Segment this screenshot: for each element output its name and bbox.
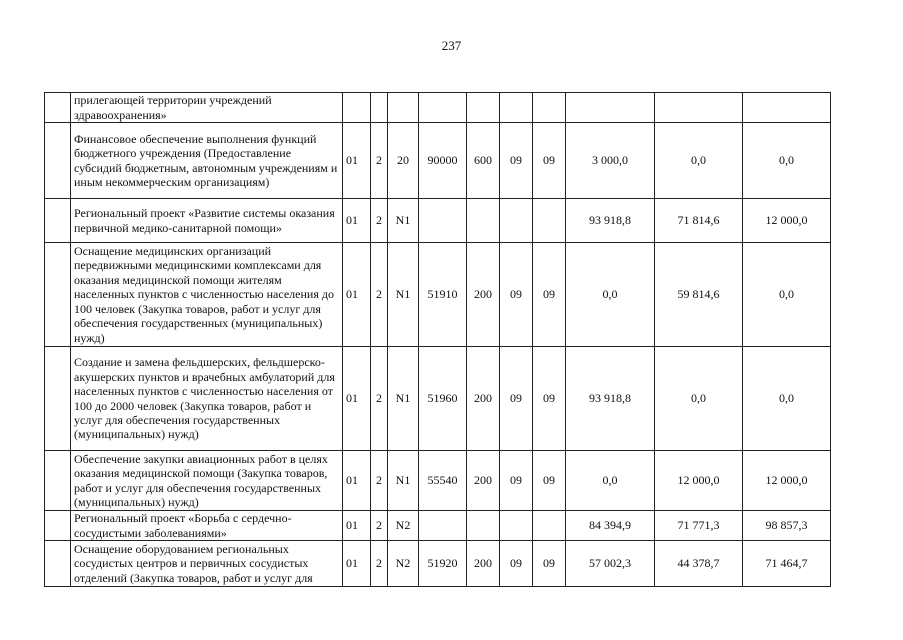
code-subsection-cell: 09 <box>533 541 566 587</box>
amount-year1-cell: 0,0 <box>566 451 655 511</box>
row-number-cell <box>45 541 71 587</box>
code-expense-type-cell: 200 <box>467 541 500 587</box>
amount-year2-cell: 0,0 <box>655 347 743 451</box>
code-expense-type-cell <box>467 199 500 243</box>
code-sub-cell: 2 <box>371 347 388 451</box>
code-section-cell: 09 <box>500 347 533 451</box>
table-row <box>45 451 831 511</box>
code-program-cell: N1 <box>388 199 419 243</box>
code-chapter-cell: 01 <box>343 347 371 451</box>
amount-year2-cell: 59 814,6 <box>655 243 743 347</box>
amount-year1-cell: 84 394,9 <box>566 511 655 541</box>
table-row <box>45 199 831 243</box>
code-chapter-cell: 01 <box>343 243 371 347</box>
row-number-cell <box>45 243 71 347</box>
code-section-cell: 09 <box>500 123 533 199</box>
page-number: 237 <box>441 38 462 53</box>
amount-year3-cell <box>743 93 831 123</box>
code-expense-type-cell: 200 <box>467 243 500 347</box>
amount-year2-cell: 0,0 <box>655 123 743 199</box>
item-name-cell: Оснащение медицинских организаций передвижными медицинскими комплексами для оказания медицинской помощи жителям населенных пунктов с численностью населения до 100 человек (Закупка товаров, работ и услуг для обеспечения государственных (муниципальных) нужд) <box>71 243 343 347</box>
amount-year2-cell: 71 814,6 <box>655 199 743 243</box>
code-subsection-cell: 09 <box>533 347 566 451</box>
code-direction-cell <box>419 93 467 123</box>
item-name-cell: Региональный проект «Борьба с сердечно-сосудистыми заболеваниями» <box>71 511 343 541</box>
code-chapter-cell: 01 <box>343 123 371 199</box>
row-number-cell <box>45 451 71 511</box>
amount-year1-cell: 3 000,0 <box>566 123 655 199</box>
code-sub-cell: 2 <box>371 451 388 511</box>
code-program-cell: N1 <box>388 347 419 451</box>
code-direction-cell: 90000 <box>419 123 467 199</box>
amount-year3-cell: 0,0 <box>743 243 831 347</box>
row-number-cell <box>45 347 71 451</box>
amount-year2-cell: 12 000,0 <box>655 451 743 511</box>
code-sub-cell: 2 <box>371 511 388 541</box>
code-program-cell: N1 <box>388 243 419 347</box>
code-sub-cell: 2 <box>371 123 388 199</box>
amount-year1-cell <box>566 93 655 123</box>
table-row <box>45 511 831 541</box>
amount-year3-cell: 98 857,3 <box>743 511 831 541</box>
amount-year2-cell: 71 771,3 <box>655 511 743 541</box>
table-row <box>45 93 831 123</box>
code-sub-cell: 2 <box>371 243 388 347</box>
code-direction-cell: 51920 <box>419 541 467 587</box>
item-name-cell: Создание и замена фельдшерских, фельдшерско-акушерских пунктов и врачебных амбулаторий для населенных пунктов с численностью населения от 100 до 2000 человек (Закупка товаров, работ и услуг для обеспечения государственных (муниципальных) нужд) <box>71 347 343 451</box>
amount-year1-cell: 57 002,3 <box>566 541 655 587</box>
amount-year3-cell: 12 000,0 <box>743 451 831 511</box>
code-section-cell: 09 <box>500 451 533 511</box>
code-section-cell <box>500 511 533 541</box>
code-program-cell: 20 <box>388 123 419 199</box>
row-number-cell <box>45 93 71 123</box>
amount-year3-cell: 12 000,0 <box>743 199 831 243</box>
row-number-cell <box>45 199 71 243</box>
code-chapter-cell: 01 <box>343 511 371 541</box>
code-program-cell: N2 <box>388 541 419 587</box>
code-direction-cell <box>419 199 467 243</box>
item-name-cell: Оснащение оборудованием региональных сосудистых центров и первичных сосудистых отделений (Закупка товаров, работ и услуг для <box>71 541 343 587</box>
code-sub-cell: 2 <box>371 199 388 243</box>
amount-year1-cell: 93 918,8 <box>566 199 655 243</box>
amount-year1-cell: 93 918,8 <box>566 347 655 451</box>
code-chapter-cell <box>343 93 371 123</box>
amount-year2-cell <box>655 93 743 123</box>
table-row <box>45 541 831 587</box>
code-subsection-cell: 09 <box>533 123 566 199</box>
code-subsection-cell <box>533 199 566 243</box>
code-subsection-cell: 09 <box>533 451 566 511</box>
code-section-cell: 09 <box>500 541 533 587</box>
code-chapter-cell: 01 <box>343 451 371 511</box>
code-expense-type-cell: 600 <box>467 123 500 199</box>
code-expense-type-cell: 200 <box>467 451 500 511</box>
code-direction-cell: 51910 <box>419 243 467 347</box>
amount-year3-cell: 71 464,7 <box>743 541 831 587</box>
code-section-cell <box>500 199 533 243</box>
amount-year3-cell: 0,0 <box>743 123 831 199</box>
code-subsection-cell <box>533 511 566 541</box>
item-name-cell: Обеспечение закупки авиационных работ в целях оказания медицинской помощи (Закупка товаров, работ и услуг для обеспечения государственных (муниципальных) нужд) <box>71 451 343 511</box>
code-section-cell <box>500 93 533 123</box>
table-row <box>45 347 831 451</box>
code-section-cell: 09 <box>500 243 533 347</box>
code-direction-cell: 51960 <box>419 347 467 451</box>
code-chapter-cell: 01 <box>343 541 371 587</box>
code-expense-type-cell <box>467 93 500 123</box>
amount-year1-cell: 0,0 <box>566 243 655 347</box>
table-row <box>45 123 831 199</box>
row-number-cell <box>45 123 71 199</box>
item-name-cell: Финансовое обеспечение выполнения функций бюджетного учреждения (Предоставление субсидий бюджетным, автономным учреждениям и иным некоммерческим организациям) <box>71 123 343 199</box>
amount-year2-cell: 44 378,7 <box>655 541 743 587</box>
code-program-cell <box>388 93 419 123</box>
code-expense-type-cell <box>467 511 500 541</box>
code-direction-cell: 55540 <box>419 451 467 511</box>
amount-year3-cell: 0,0 <box>743 347 831 451</box>
code-sub-cell <box>371 93 388 123</box>
code-program-cell: N1 <box>388 451 419 511</box>
code-chapter-cell: 01 <box>343 199 371 243</box>
code-direction-cell <box>419 511 467 541</box>
budget-table <box>44 92 831 587</box>
table-row <box>45 243 831 347</box>
code-subsection-cell: 09 <box>533 243 566 347</box>
code-program-cell: N2 <box>388 511 419 541</box>
code-expense-type-cell: 200 <box>467 347 500 451</box>
item-name-cell: прилегающей территории учреждений здравоохранения» <box>71 93 343 123</box>
row-number-cell <box>45 511 71 541</box>
item-name-cell: Региональный проект «Развитие системы оказания первичной медико-санитарной помощи» <box>71 199 343 243</box>
code-subsection-cell <box>533 93 566 123</box>
code-sub-cell: 2 <box>371 541 388 587</box>
